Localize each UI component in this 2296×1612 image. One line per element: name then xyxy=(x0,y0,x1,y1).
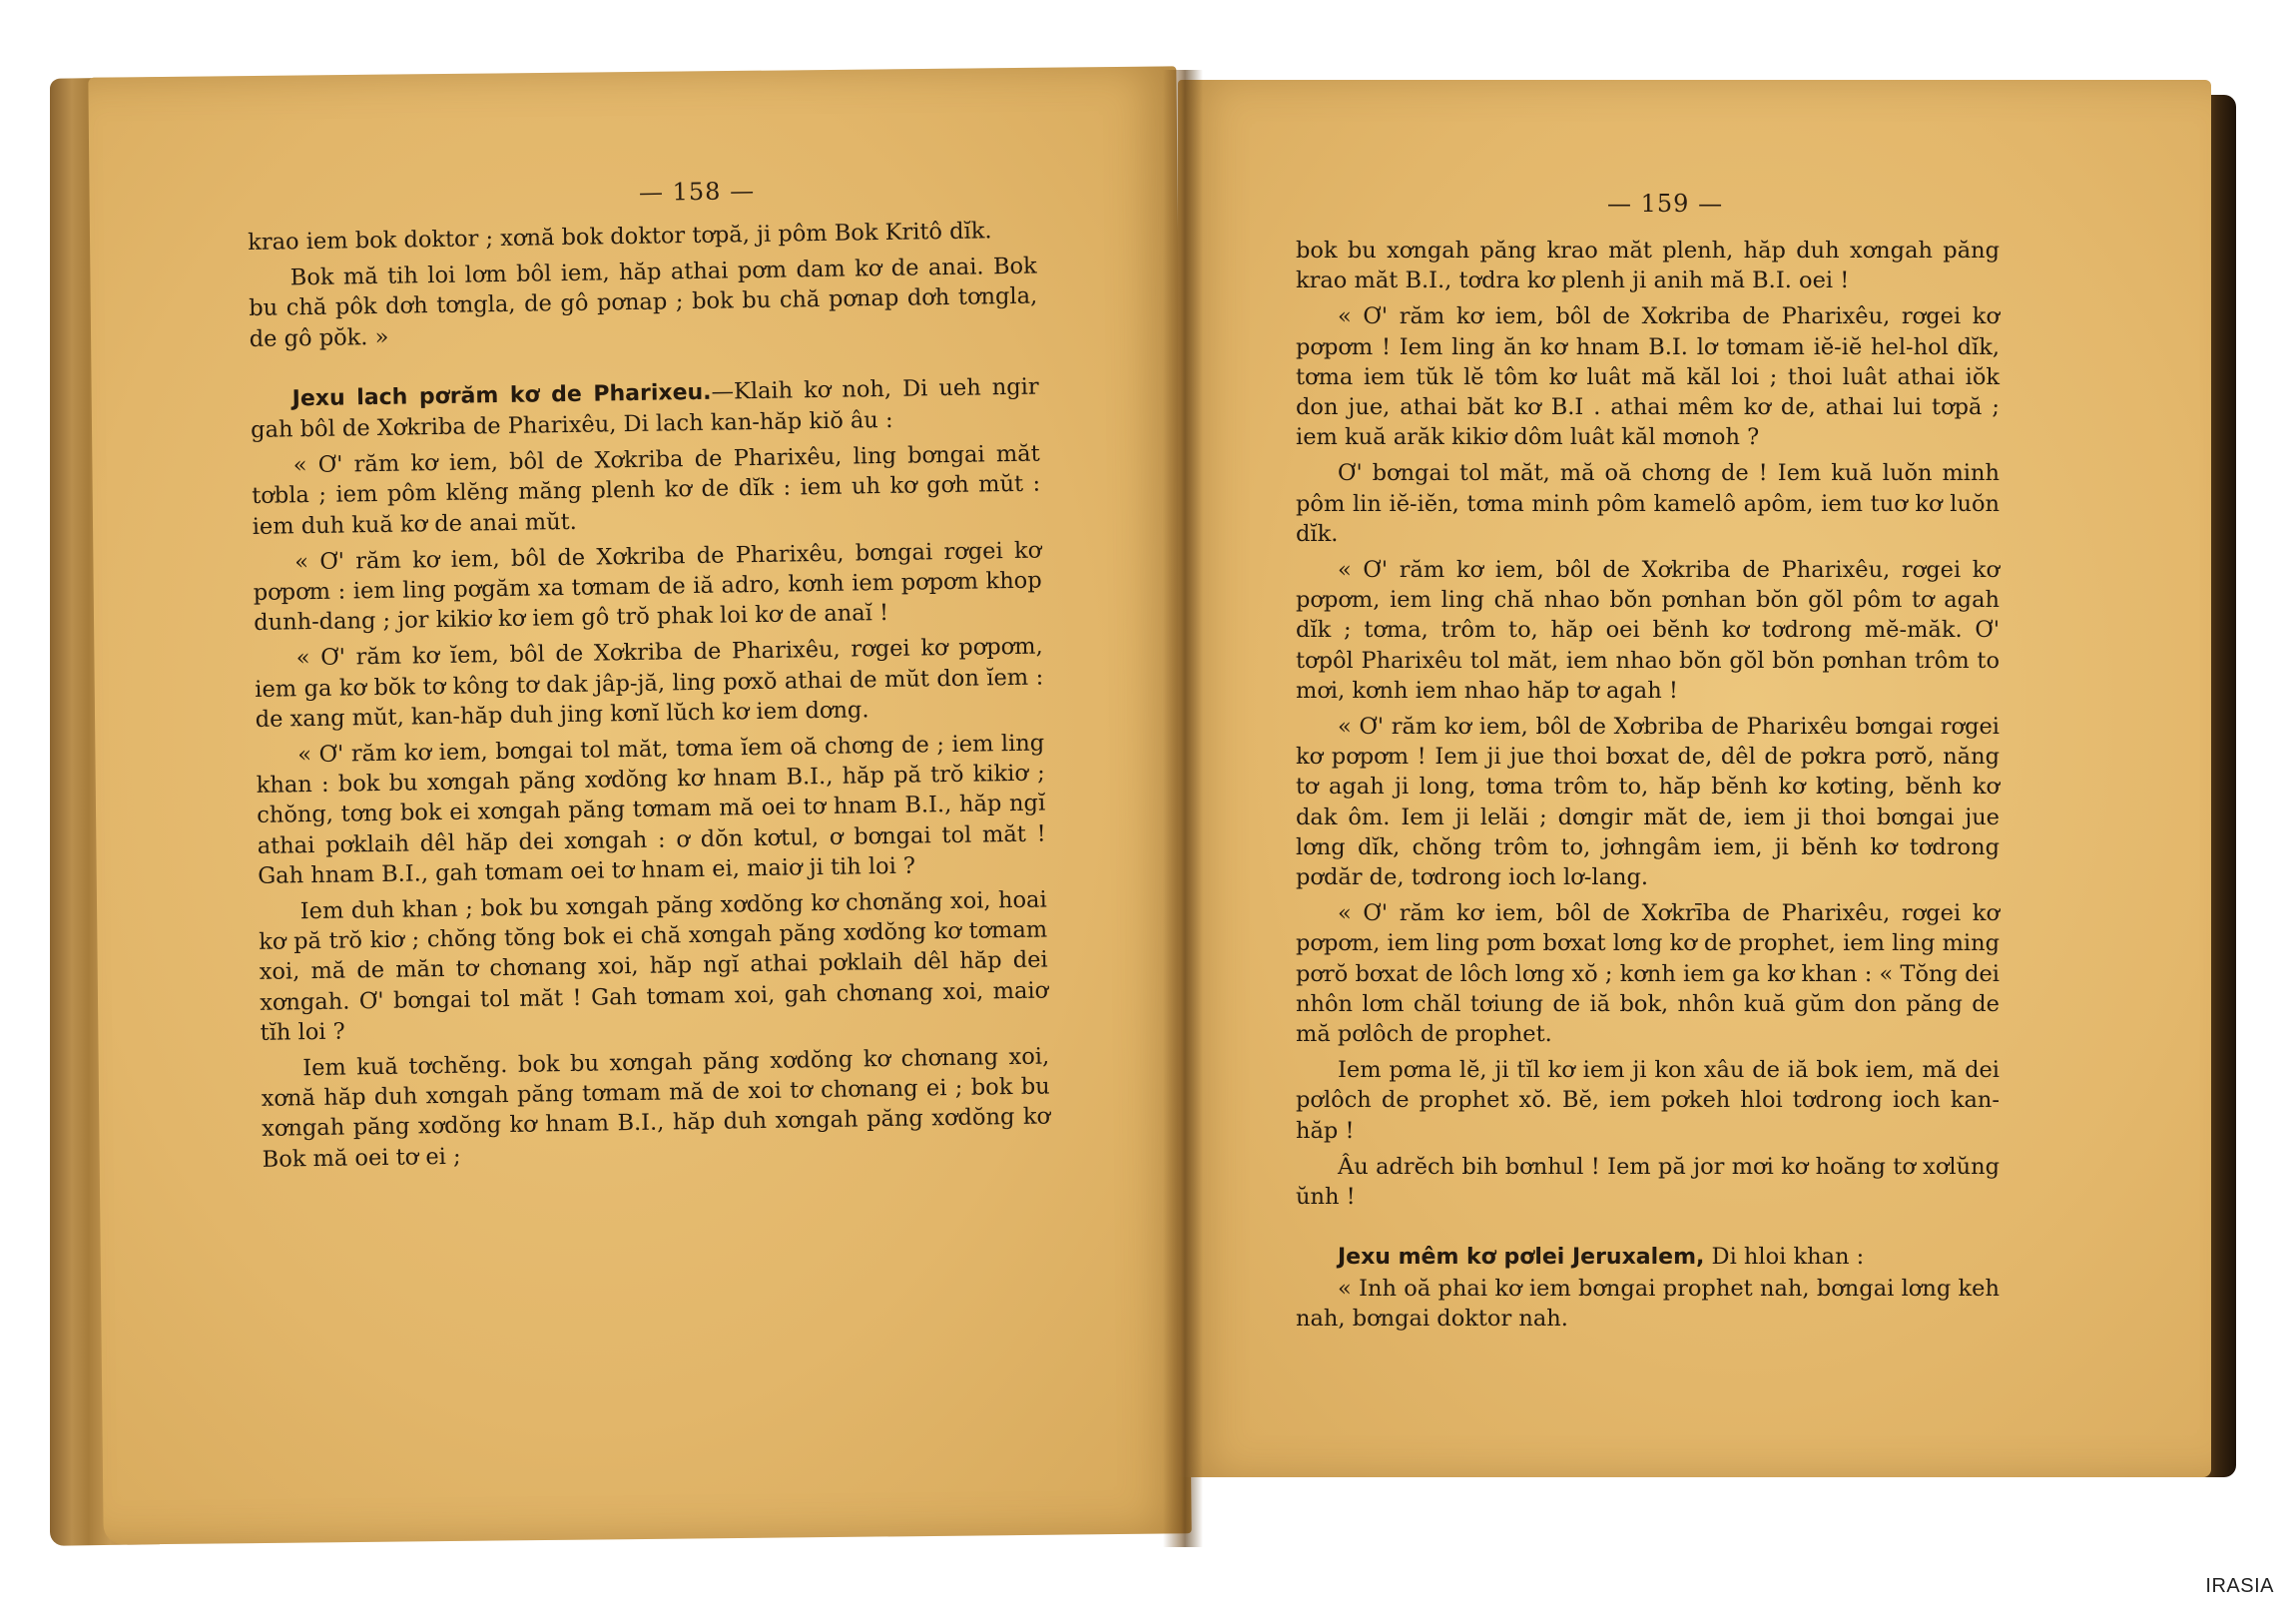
watermark-label: IRASIA xyxy=(2205,1575,2274,1597)
left-paragraph: « Ơ' răm kơ ĭem, bôl de Xơkriba de Pharixêu, rơgei kơ pơpơm, iem ga kơ bŏk tơ kông tơ dak jâp-jă, ling pơxŏ athai de mŭt don ĭem : de xang mŭt, kan-hăp duh jing kơnĭ lŭch kơ iem dơng. xyxy=(255,633,1044,733)
section-heading: Jexu mêm kơ pơlei Jeruxalem, xyxy=(1338,1245,1705,1271)
right-paragraph: « Ơ' răm kơ iem, bôl de Xơkrība de Pharixêu, rơgei kơ pơpơm, iem ling pơm bơxat lơng kơ de prophet, iem ling ming pơrŏ bơxat de lôch lơng xŏ ; kơnh iem ga kơ khan : « Tŏng dei nhôn lơm chăl tơiung de iă bok, nhôn kuă gŭm don păng de mă pơlôch de prophet. xyxy=(1296,900,2000,1048)
right-section-paragraph xyxy=(1296,1242,2000,1273)
right-paragraph: Âu adrĕch bih bơnhul ! Iem pă jor mơi kơ hoăng tơ xơlŭng ŭnh ! xyxy=(1296,1153,2000,1211)
book-gutter xyxy=(1163,70,1203,1547)
left-paragraph: Iem duh khan ; bok bu xơngah păng xơdŏng kơ chơnăng xoi, hoai kơ pă trŏ kiơ ; chŏng tŏng bok ei chă xơngah păng xơdŏng kơ tơmam xoi, mă de măn tơ chơnang xoi, hăp ngĭ athai pơklaih dêl hăp dei xơngah. Ơ' bơngai tol măt ! Gah tơmam xoi, gah chơnang xoi, maiơ tĭh loi ? xyxy=(259,886,1049,1046)
left-paragraph: « Ơ' răm kơ iem, bôl de Xơkriba de Pharixêu, ling bơngai măt tơbla ; iem pôm klĕng măng plenh kơ de dĭk : iem uh kơ gơh mŭt : iem duh kuă kơ de anai mŭt. xyxy=(252,440,1041,540)
section-intro: —Klaih kơ noh, Di ueh ngir gah bôl de Xơkriba de Pharixêu, Di lach kan-hăp kiŏ âu : xyxy=(250,373,1039,443)
right-paragraph: « Inh oă phai kơ iem bơngai prophet nah, bơngai lơng keh nah, bơngai doktor nah. xyxy=(1296,1275,2000,1332)
left-page-text xyxy=(248,216,1051,1181)
right-paragraph: Iem pơma lĕ, ji tĭl kơ iem ji kon xâu de iă bok iem, mă dei pơlôch de prophet xŏ. Bĕ, iem pơkeh hloi tơdrong ioch kan-hăp ! xyxy=(1296,1057,2000,1144)
right-paragraph: bok bu xơngah păng krao măt plenh, hăp duh xơngah păng krao măt B.I., tơdra kơ plenh ji anih mă B.I. oei ! xyxy=(1296,238,2000,294)
right-page-number: — 159 — xyxy=(1607,190,1724,218)
right-page-text xyxy=(1296,236,2000,1340)
left-paragraph: « Ơ' răm kơ iem, bôl de Xơkriba de Pharixêu, bơngai rơgei kơ pơpơm : iem ling pơgăm xa tơmam de iă adro, kơnh iem pơpơm khop dunh-dang ; jor kikiơ kơ iem gô trŏ phak loi kơ de anaĭ ! xyxy=(253,537,1042,637)
left-paragraph: Iem kuă tơchĕng. bok bu xơngah păng xơdŏng kơ chơnang xoi, xơnă hăp duh xơngah păng tơmam mă de xoi tơ chơnang ei ; bok bu xơngah păng xơdŏng kơ hnam B.I., hăp duh xơngah păng xơdŏng kơ Bok mă oei tơ ei ; xyxy=(261,1043,1051,1173)
left-section-paragraph xyxy=(250,371,1039,445)
right-paragraph: « Ơ' răm kơ iem, bôl de Xơbriba de Pharixêu bơngai rơgei kơ pơpơm ! Iem ji jue thoi bơxat de, dêl de pơkra pơrŏ, năng tơ agah ji long, tơma trôm to, hăp bĕnh kơ kơting, bĕnh kơ dak ôm. Iem ji lelăi ; dơngir măt de, iem ji thoi bơngai jue lơng dĭk, chŏng trôm to, jơhngâm iem, ji bĕnh kơ tơdrong pơdăr de, tơdrong ioch lơ-lang. xyxy=(1296,714,2000,891)
left-paragraph: krao iem bok doktor ; xơnă bok doktor tơpă, ji pôm Bok Kritô dĭk. xyxy=(248,218,992,256)
section-heading: Jexu lach pơrăm kơ de Pharixeu. xyxy=(291,379,712,412)
right-paragraph: Ơ' bơngai tol măt, mă oă chơng de ! Iem kuă luŏn minh pôm lin iĕ-iĕn, tơma minh pôm kamelô apôm, iem tuơ kơ luŏn dĭk. xyxy=(1296,460,2000,547)
paragraph-gap xyxy=(1296,1218,2000,1242)
right-paragraph: « Ơ' răm kơ iem, bôl de Xơkriba de Pharixêu, rơgei kơ pơpơm ! Iem ling ăn kơ hnam B.I. lơ tơmam iĕ-iĕ hel-hol dĭk, tơma iem tŭk lĕ tôm kơ luât mă kăl loi ; thoi luât athai iŏk don jue, athai băt kơ B.I . athai mêm kơ de, athai lui tơpă ; iem kuă arăk kikiơ dôm luât kăl mơnoh ? xyxy=(1296,303,2000,451)
left-paragraph: Bok mă tih loi lơm bôl iem, hăp athai pơm dam kơ de anai. Bok bu chă pôk dơh tơngla, de gô pơnap ; bok bu chă pơnap dơh tơngla, de gô pŏk. » xyxy=(249,253,1038,352)
section-intro: Di hloi khan : xyxy=(1704,1244,1865,1271)
right-paragraph: « Ơ' răm kơ iem, bôl de Xơkriba de Pharixêu, rơgei kơ pơpơm, iem ling chă nhao bŏn pơnhan bŏn gŏl pôm tơ agah dĭk ; tơma, trôm to, hăp oei bĕnh kơ tơdrong mĕ-măk. Ơ' tơpôl Pharixêu tol măt, iem nhao bŏn gŏl bŏn pơnhan trôm to mơi, kơnh iem nhao hăp tơ agah ! xyxy=(1296,557,2000,704)
left-paragraph: « Ơ' răm kơ iem, bơngai tol măt, tơma ĭem oă chơng de ; iem ling khan : bok bu xơngah păng xơdŏng kơ hnam B.I., hăp pă trŏ kikiơ ; chŏng, tơng bok ei xơngah păng tơmam mă oei tơ hnam B.I., hăp ngĭ athai pơklaih dêl hăp dei xơngah : ơ dŏn kơtul, ơ bơngai tol măt ! Gah hnam B.I., gah tơmam oei tơ hnam ei, maiơ ji tih loi ? xyxy=(256,730,1046,889)
left-page-number: — 158 — xyxy=(638,177,756,207)
